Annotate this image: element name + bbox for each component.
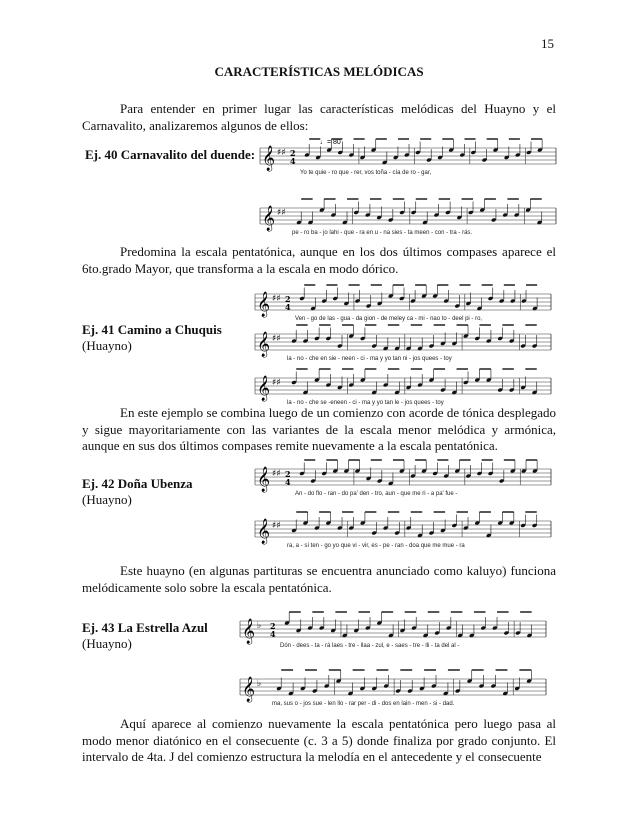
lyric-line: An - do flo - ran - do pa' den - tro, aun - que me ri - a pa' fue - xyxy=(295,491,458,497)
staff-system xyxy=(255,285,551,322)
paragraph-2-text: Predomina la escala pentatónica, aunque en los dos últimos compases aparece el 6to.grado Mayor, que transforma a la escala en modo dórico. xyxy=(82,244,556,276)
paragraph-3 xyxy=(82,405,556,455)
svg-text:4: 4 xyxy=(285,477,291,487)
key-signature-icon: ♯♯ xyxy=(277,148,286,158)
staff-system xyxy=(240,670,546,707)
tempo-mark: ♩= 80 xyxy=(320,139,341,146)
example-40-label xyxy=(85,147,255,163)
example-42-score xyxy=(255,455,555,555)
lyric-line: ra, a - sí ten - go yo que vi - vir, es - pe - ran - doa que me mue - ra xyxy=(287,543,465,549)
lyric-line: Yo te quie - ro que - rer, vos toña - cía de ro - gar, xyxy=(300,170,432,176)
treble-clef-icon: 𝄞 xyxy=(257,467,271,492)
svg-text:4: 4 xyxy=(285,302,291,312)
example-41-subtitle: (Huayno) xyxy=(82,338,132,353)
key-signature-icon: ♯♯ xyxy=(272,294,281,304)
treble-clef-icon: 𝄞 xyxy=(257,332,271,357)
paragraph-5 xyxy=(82,716,556,766)
paragraph-4-text: Este huayno (en algunas partituras se encuentra anunciado como kaluyo) funciona melódicamente solo sobre la escala pentatónica. xyxy=(82,563,556,595)
staff-system xyxy=(255,512,551,549)
example-43-subtitle: (Huayno) xyxy=(82,636,132,651)
staff-system xyxy=(255,325,551,362)
key-signature-icon: ♯♯ xyxy=(272,334,281,344)
staff-system xyxy=(240,612,546,649)
example-42-title: Ej. 42 Doña Ubenza xyxy=(82,476,193,491)
page-number: 15 xyxy=(541,36,554,51)
key-signature-icon: ♯♯ xyxy=(272,469,281,479)
example-43-title: Ej. 43 La Estrella Azul xyxy=(82,620,208,635)
example-43-label xyxy=(82,620,208,652)
paragraph-4 xyxy=(82,563,556,596)
example-42-subtitle: (Huayno) xyxy=(82,492,132,507)
key-signature-icon: ♯♯ xyxy=(272,378,281,388)
example-41-title: Ej. 41 Camino a Chuquis xyxy=(82,322,222,337)
time-signature: 2 xyxy=(270,621,276,631)
section-title: CARACTERÍSTICAS MELÓDICAS xyxy=(214,64,424,79)
key-signature-icon: ♭ xyxy=(257,621,262,631)
treble-clef-icon: 𝄞 xyxy=(257,292,271,317)
intro-paragraph xyxy=(82,101,556,134)
key-signature-icon: ♯♯ xyxy=(277,208,286,218)
example-42-label xyxy=(82,476,193,508)
svg-text:4: 4 xyxy=(290,156,296,166)
treble-clef-icon: 𝄞 xyxy=(242,677,256,702)
example-41-score xyxy=(255,280,555,406)
treble-clef-icon: 𝄞 xyxy=(262,206,276,231)
example-43-score xyxy=(240,607,550,712)
treble-clef-icon: 𝄞 xyxy=(262,146,276,171)
key-signature-icon: ♯♯ xyxy=(272,521,281,531)
lyric-line: ma, sus o - jos sue - len llo - rar per - di - dos en lain - men - si - dad. xyxy=(272,701,455,707)
lyric-line: Dón - dees - ta - rá laes - tre - llaa - zul, e - saes - tre - lli - ta del al - xyxy=(280,643,460,649)
svg-text:4: 4 xyxy=(270,629,276,639)
example-40-title: Ej. 40 Carnavalito del duende: xyxy=(85,147,256,162)
paragraph-5-text: Aquí aparece al comienzo nuevamente la escala pentatónica pero luego pasa al modo menor diatónico en el consecuente (c. 3 a 5) donde finaliza por grado conjunto. El intervalo de 4ta. J del comienzo estructura la melodía en el antecedente y el consecuente xyxy=(82,716,556,765)
time-signature: 2 xyxy=(285,469,291,479)
time-signature: 2 xyxy=(285,294,291,304)
example-41-label xyxy=(82,322,222,354)
staff-system xyxy=(255,460,551,497)
lyric-line: pe - ro ba - jo lahi - que - ra en u - na sies - ta meen - con - tra - rás. xyxy=(292,230,473,236)
key-signature-icon: ♭ xyxy=(257,679,262,689)
lyric-line: la - no - che en sie - neen - ci - ma y yo tan ni - jos quees - toy xyxy=(287,356,452,362)
lyric-line: Ven - go de las - gua - da gion - de meley ca - mi - nao to - deel pi - ro, xyxy=(295,316,483,322)
treble-clef-icon: 𝄞 xyxy=(242,619,256,644)
staff-system xyxy=(260,199,556,236)
time-signature: 2 xyxy=(290,148,296,158)
staff-system xyxy=(255,369,551,406)
example-40-score xyxy=(260,136,560,236)
treble-clef-icon: 𝄞 xyxy=(257,376,271,401)
paragraph-3-text: En este ejemplo se combina luego de un comienzo con acorde de tónica desplegado y sigue mayoritariamente con las variantes de la escala menor melódica y armónica, aunque en sus dos últimos compases remite nuevamente a la escala pentatónica. xyxy=(82,405,556,454)
treble-clef-icon: 𝄞 xyxy=(257,519,271,544)
staff-system xyxy=(260,139,556,176)
lyric-line: la - no - che se -eneen - ci - ma y yo tan le - jos quees - toy xyxy=(287,400,444,406)
paragraph-2 xyxy=(82,244,556,277)
intro-text: Para entender en primer lugar las características melódicas del Huayno y el Carnavalito, analizaremos algunos de ellos: xyxy=(82,101,556,133)
